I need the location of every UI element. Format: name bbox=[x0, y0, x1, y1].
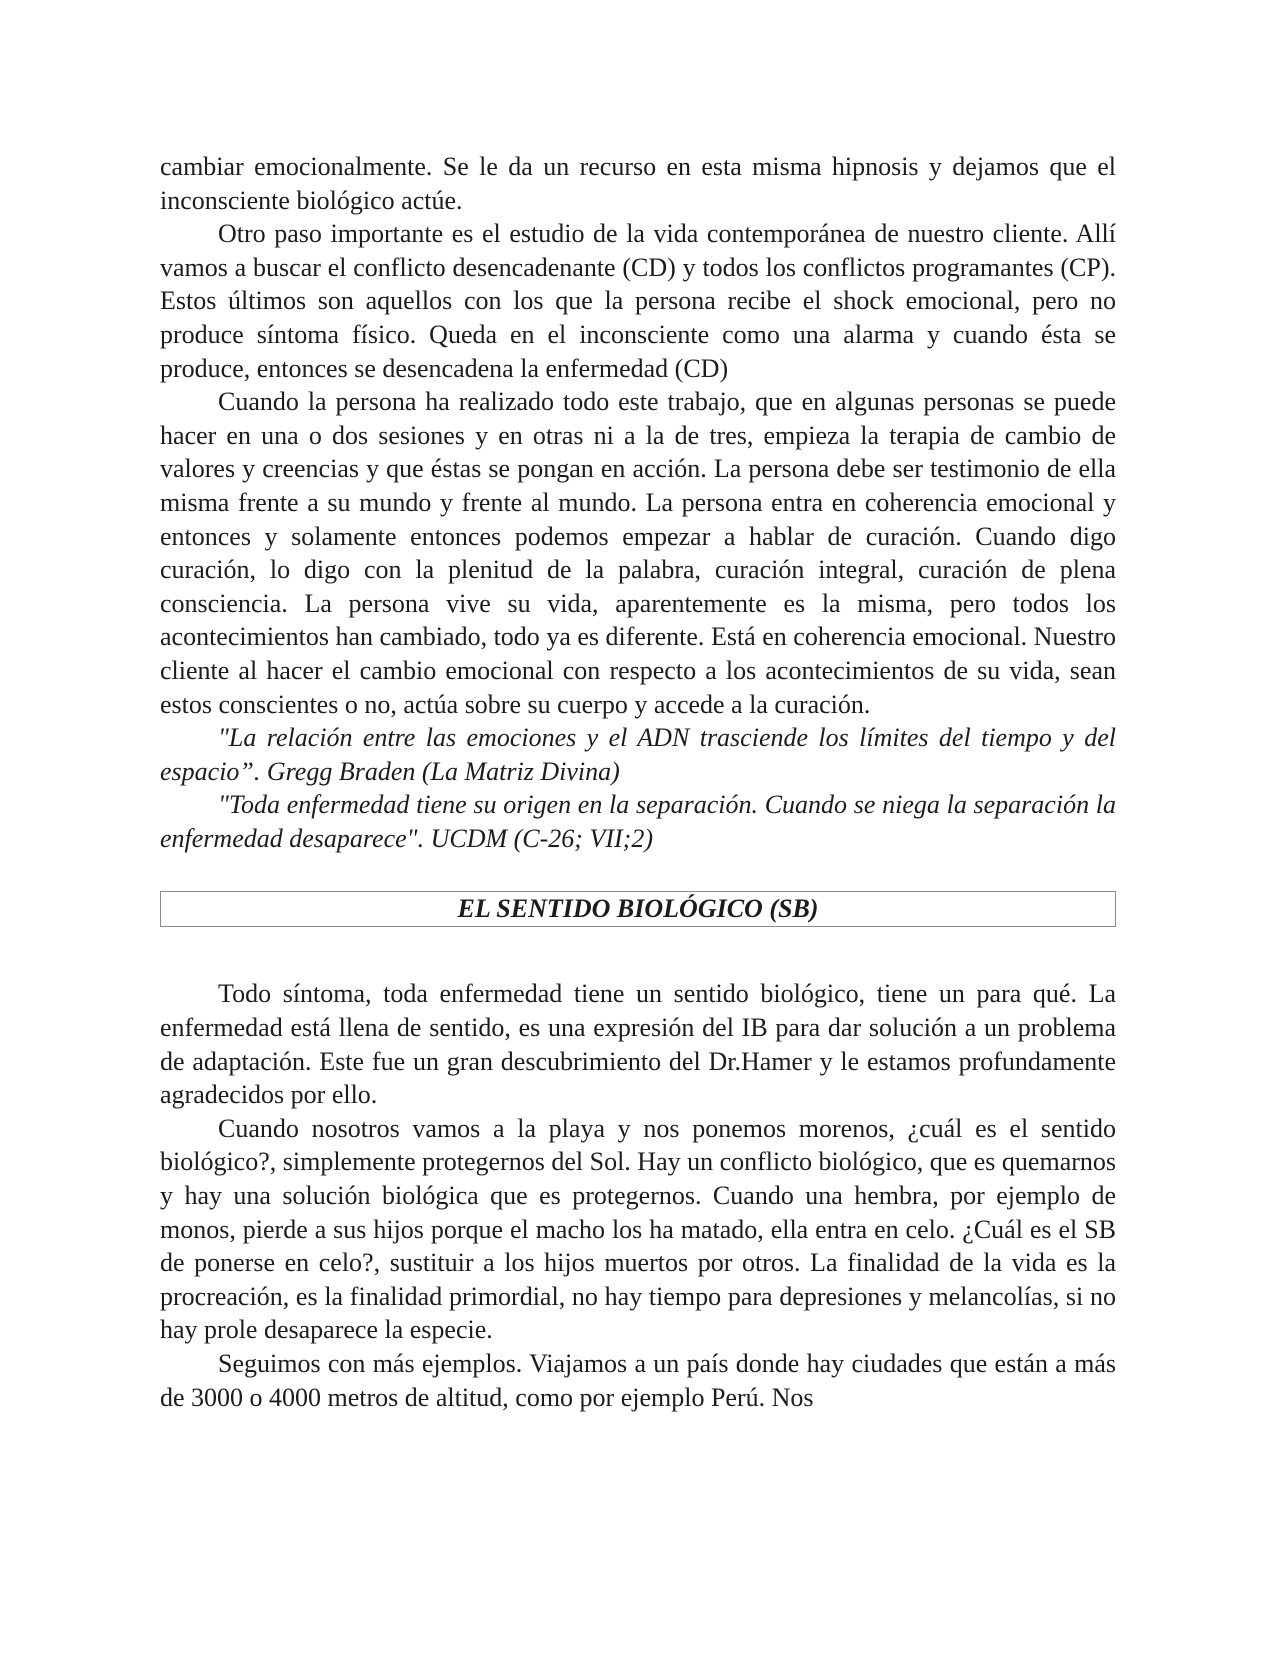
paragraph-beach-example: Cuando nosotros vamos a la playa y nos ponemos morenos, ¿cuál es el sentido biológico?, simplemente protegernos del Sol. Hay un conflicto biológico, que es quemarnos y hay una solución biológica que es protegernos. Cuando una hembra, por ejemplo de monos, pierde a sus hijos porque el macho los ha matado, ella entra en celo. ¿Cuál es el SB de ponerse en celo?, sustituir a los hijos muertos por otros. La finalidad de la vida es la procreación, es la finalidad primordial, no hay tiempo para depresiones y melancolías, si no hay prole desaparece la especie. bbox=[160, 1113, 1117, 1345]
quote-gregg-braden: "La relación entre las emociones y el ADN trasciende los límites del tiempo y del espacio”. Gregg Braden (La Matriz Divina) bbox=[160, 723, 1116, 786]
quote-ucdm: "Toda enfermedad tiene su origen en la separación. Cuando se niega la separación la enfermedad desaparece". UCDM (C-26; VII;2) bbox=[160, 790, 1116, 853]
document-page bbox=[160, 150, 1116, 1414]
section-heading-box bbox=[160, 891, 1116, 927]
paragraph-altitude-example: Seguimos con más ejemplos. Viajamos a un país donde hay ciudades que están a más de 3000 o 4000 metros de altitud, como por ejemplo Perú. Nos bbox=[160, 1349, 1116, 1412]
paragraph-healing: Cuando la persona ha realizado todo este trabajo, que en algunas personas se puede hacer en una o dos sesiones y en otras ni a la de tres, empieza la terapia de cambio de valores y creencias y que éstas se pongan en acción. La persona debe ser testimonio de ella misma frente a su mundo y frente al mundo. La persona entra en coherencia emocional y entonces y solamente entonces podemos empezar a hablar de curación. Cuando digo curación, lo digo con la plenitud de la palabra, curación integral, curación de plena consciencia. La persona vive su vida, aparentemente es la misma, pero todos los acontecimientos han cambiado, todo ya es diferente. Está en coherencia emocional. Nuestro cliente al hacer el cambio emocional con respecto a los acontecimientos de su vida, sean estos conscientes o no, actúa sobre su cuerpo y accede a la curación. bbox=[160, 387, 1116, 719]
paragraph-biological-sense: Todo síntoma, toda enfermedad tiene un sentido biológico, tiene un para qué. La enfermedad está llena de sentido, es una expresión del IB para dar solución a un problema de adaptación. Este fue un gran descubrimiento del Dr.Hamer y le estamos profundamente agradecidos por ello. bbox=[160, 979, 1116, 1110]
paragraph-continuation: cambiar emocionalmente. Se le da un recurso en esta misma hipnosis y dejamos que el inconsciente biológico actúe. bbox=[160, 152, 1116, 215]
section-heading: EL SENTIDO BIOLÓGICO (SB) bbox=[457, 894, 819, 924]
paragraph-contemporary-life: Otro paso importante es el estudio de la vida contemporánea de nuestro cliente. Allí vamos a buscar el conflicto desencadenante (CD) y todos los conflictos programantes (CP). Estos últimos son aquellos con los que la persona recibe el shock emocional, pero no produce síntoma físico. Queda en el inconsciente como una alarma y cuando ésta se produce, entonces se desencadena la enfermedad (CD) bbox=[160, 219, 1116, 383]
